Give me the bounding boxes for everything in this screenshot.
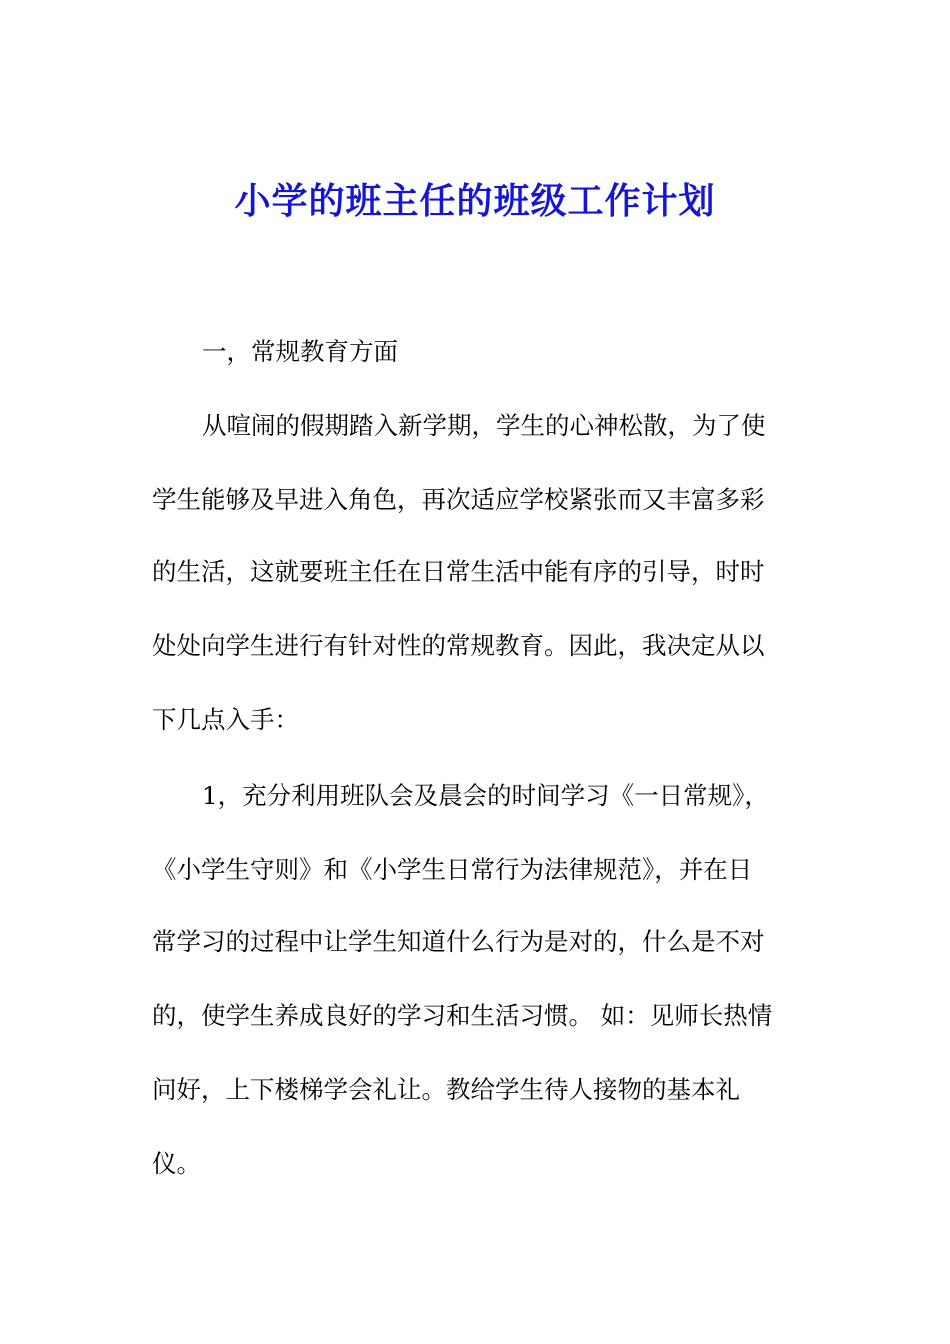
paragraph-line: 问好，上下楼梯学会礼让。教给学生待人接物的基本礼 — [152, 1075, 740, 1104]
paragraph-line: 学生能够及早进入角色，再次适应学校紧张而又丰富多彩 — [152, 485, 765, 514]
paragraph-line: 的生活，这就要班主任在日常生活中能有序的引导，时时 — [152, 557, 765, 586]
paragraph-line: 从喧闹的假期踏入新学期，学生的心神松散，为了使 — [202, 411, 766, 440]
paragraph-line: 《小学生守则》和《小学生日常行为法律规范》，并在日 — [152, 855, 753, 884]
paragraph-line: 常学习的过程中让学生知道什么行为是对的，什么是不对 — [152, 927, 765, 956]
section-heading: 一，常规教育方面 — [202, 337, 398, 366]
paragraph-line: 处处向学生进行有针对性的常规教育。因此，我决定从以 — [152, 631, 765, 660]
paragraph-line: 仪。 — [152, 1149, 201, 1178]
paragraph-line: 下几点入手： — [152, 705, 299, 734]
paragraph-line: 1，充分利用班队会及晨会的时间学习《一日常规》， — [202, 781, 769, 810]
document-title: 小学的班主任的班级工作计划 — [234, 180, 716, 222]
paragraph-line: 的，使学生养成良好的学习和生活习惯。 如：见师长热情 — [152, 1001, 773, 1030]
